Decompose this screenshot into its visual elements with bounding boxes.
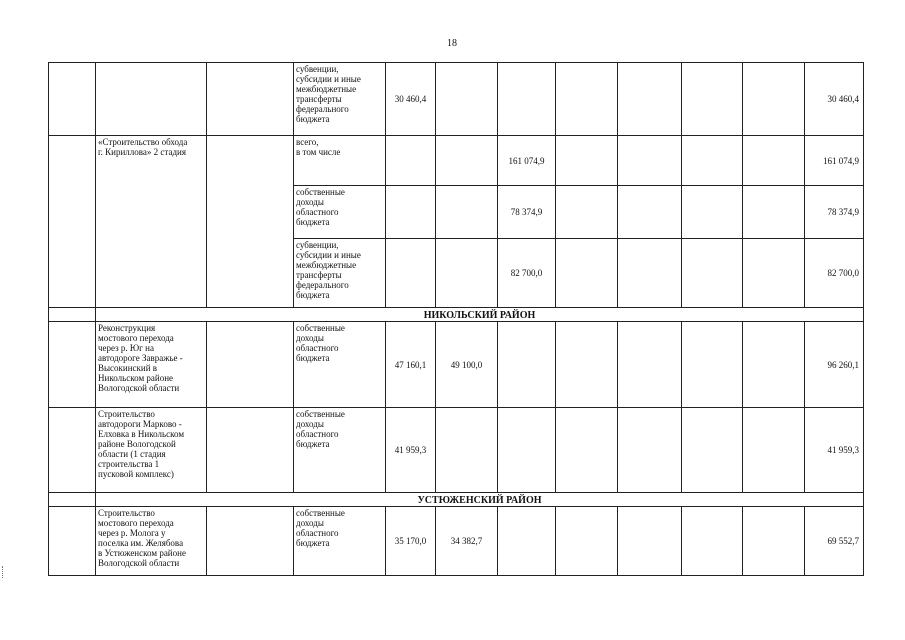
total-cell-text: 96 260,1 [827,359,859,370]
empty-cell [682,239,743,308]
object-name-cell [96,63,207,136]
total-cell [805,408,864,493]
total-cell [805,186,864,239]
value-cell-text: 41 959,3 [394,445,427,455]
index-cell [49,322,96,408]
empty-cell [207,507,294,576]
object-name-cell [96,136,207,308]
empty-cell [743,186,805,239]
value-cell-text: 82 700,0 [510,268,543,278]
empty-cell [556,186,618,239]
empty-cell [682,186,743,239]
empty-cell [743,136,805,186]
index-cell [49,408,96,493]
source-cell-text: собственные доходы областного бюджета [296,508,345,548]
region-title-text: УСТЮЖЕНСКИЙ РАЙОН [417,495,542,506]
region-header-row [49,493,864,507]
value-cell [436,63,498,136]
empty-cell [618,507,682,576]
value-cell-text: 47 160,1 [394,359,427,370]
total-cell [805,63,864,136]
source-cell [294,136,386,186]
source-cell [294,186,386,239]
table-row [49,507,864,576]
index-cell [49,136,96,308]
source-cell [294,63,386,136]
value-cell [498,507,556,576]
value-cell-text: 49 100,0 [450,359,483,370]
total-cell [805,322,864,408]
empty-cell [743,322,805,408]
empty-cell [207,136,294,308]
source-cell-text: субвенции, субсидии и иные межбюджетные трансферты федерального бюджета [296,64,361,124]
value-cell [436,186,498,239]
table-row [49,408,864,493]
index-cell [49,63,96,136]
object-name-cell [96,322,207,408]
empty-cell [682,322,743,408]
value-cell [498,322,556,408]
value-cell [386,322,436,408]
value-cell [386,136,436,186]
scan-edge-mark [2,566,6,578]
total-cell-text: 69 552,7 [827,536,859,546]
empty-cell [618,136,682,186]
value-cell [436,322,498,408]
region-title [96,493,864,507]
value-cell [386,507,436,576]
empty-cell [743,63,805,136]
value-cell-text: 34 382,7 [450,536,483,546]
empty-cell [743,239,805,308]
total-cell-text: 78 374,9 [827,207,859,217]
value-cell [498,239,556,308]
value-cell [498,136,556,186]
empty-cell [556,136,618,186]
empty-cell [207,408,294,493]
empty-cell [743,507,805,576]
empty-cell [618,63,682,136]
empty-cell [743,408,805,493]
empty-cell [556,322,618,408]
empty-cell [618,186,682,239]
table-row [49,136,864,186]
budget-table [48,62,864,576]
empty-cell [682,63,743,136]
empty-cell [556,239,618,308]
source-cell-text: собственные доходы областного бюджета [296,187,345,227]
value-cell-text: 35 170,0 [394,536,427,546]
source-cell-text: собственные доходы областного бюджета [296,323,345,363]
value-cell-text: 161 074,9 [508,155,545,166]
value-cell [386,239,436,308]
total-cell-text: 82 700,0 [827,268,859,278]
index-cell [49,308,96,322]
index-cell [49,493,96,507]
empty-cell [682,408,743,493]
empty-cell [556,507,618,576]
object-name-cell-text: Реконструкция мостового перехода через р. Юг на автодороге Завражье - Высокинский в Никольском районе Вологодской области [98,323,183,393]
empty-cell [618,408,682,493]
table-row [49,63,864,136]
value-cell [386,408,436,493]
empty-cell [207,63,294,136]
table-row [49,322,864,408]
source-cell [294,507,386,576]
value-cell [498,186,556,239]
total-cell [805,136,864,186]
source-cell [294,408,386,493]
empty-cell [556,408,618,493]
object-name-cell-text: «Строительство обхода г. Кириллова» 2 стадия [98,137,188,157]
value-cell [386,186,436,239]
region-title [96,308,864,322]
value-cell-text: 78 374,9 [510,207,543,217]
source-cell-text: субвенции, субсидии и иные межбюджетные трансферты федерального бюджета [296,240,361,300]
value-cell [436,507,498,576]
source-cell [294,322,386,408]
region-title-text: НИКОЛЬСКИЙ РАЙОН [423,310,536,321]
value-cell [386,63,436,136]
value-cell [498,63,556,136]
total-cell-text: 41 959,3 [827,445,859,455]
empty-cell [207,322,294,408]
page-number: 18 [447,38,457,49]
total-cell [805,507,864,576]
total-cell-text: 30 460,4 [827,94,859,104]
source-cell-text: собственные доходы областного бюджета [296,409,345,449]
object-name-cell [96,408,207,493]
value-cell [436,136,498,186]
region-header-row [49,308,864,322]
object-name-cell [96,507,207,576]
empty-cell [682,136,743,186]
index-cell [49,507,96,576]
empty-cell [618,239,682,308]
object-name-cell-text: Строительство автодороги Марково - Елховка в Никольском районе Вологодской области (1 стадия строительства 1 пусковой комплекс) [98,409,185,479]
empty-cell [682,507,743,576]
value-cell-text: 30 460,4 [394,94,427,104]
empty-cell [556,63,618,136]
value-cell [498,408,556,493]
empty-cell [618,322,682,408]
total-cell-text: 161 074,9 [823,155,859,166]
value-cell [436,239,498,308]
total-cell [805,239,864,308]
source-cell-text: всего, в том числе [296,137,341,157]
object-name-cell-text: Строительство мостового перехода через р. Молога у поселка им. Желябова в Устюженском районе Вологодской области [98,508,186,568]
value-cell [436,408,498,493]
source-cell [294,239,386,308]
